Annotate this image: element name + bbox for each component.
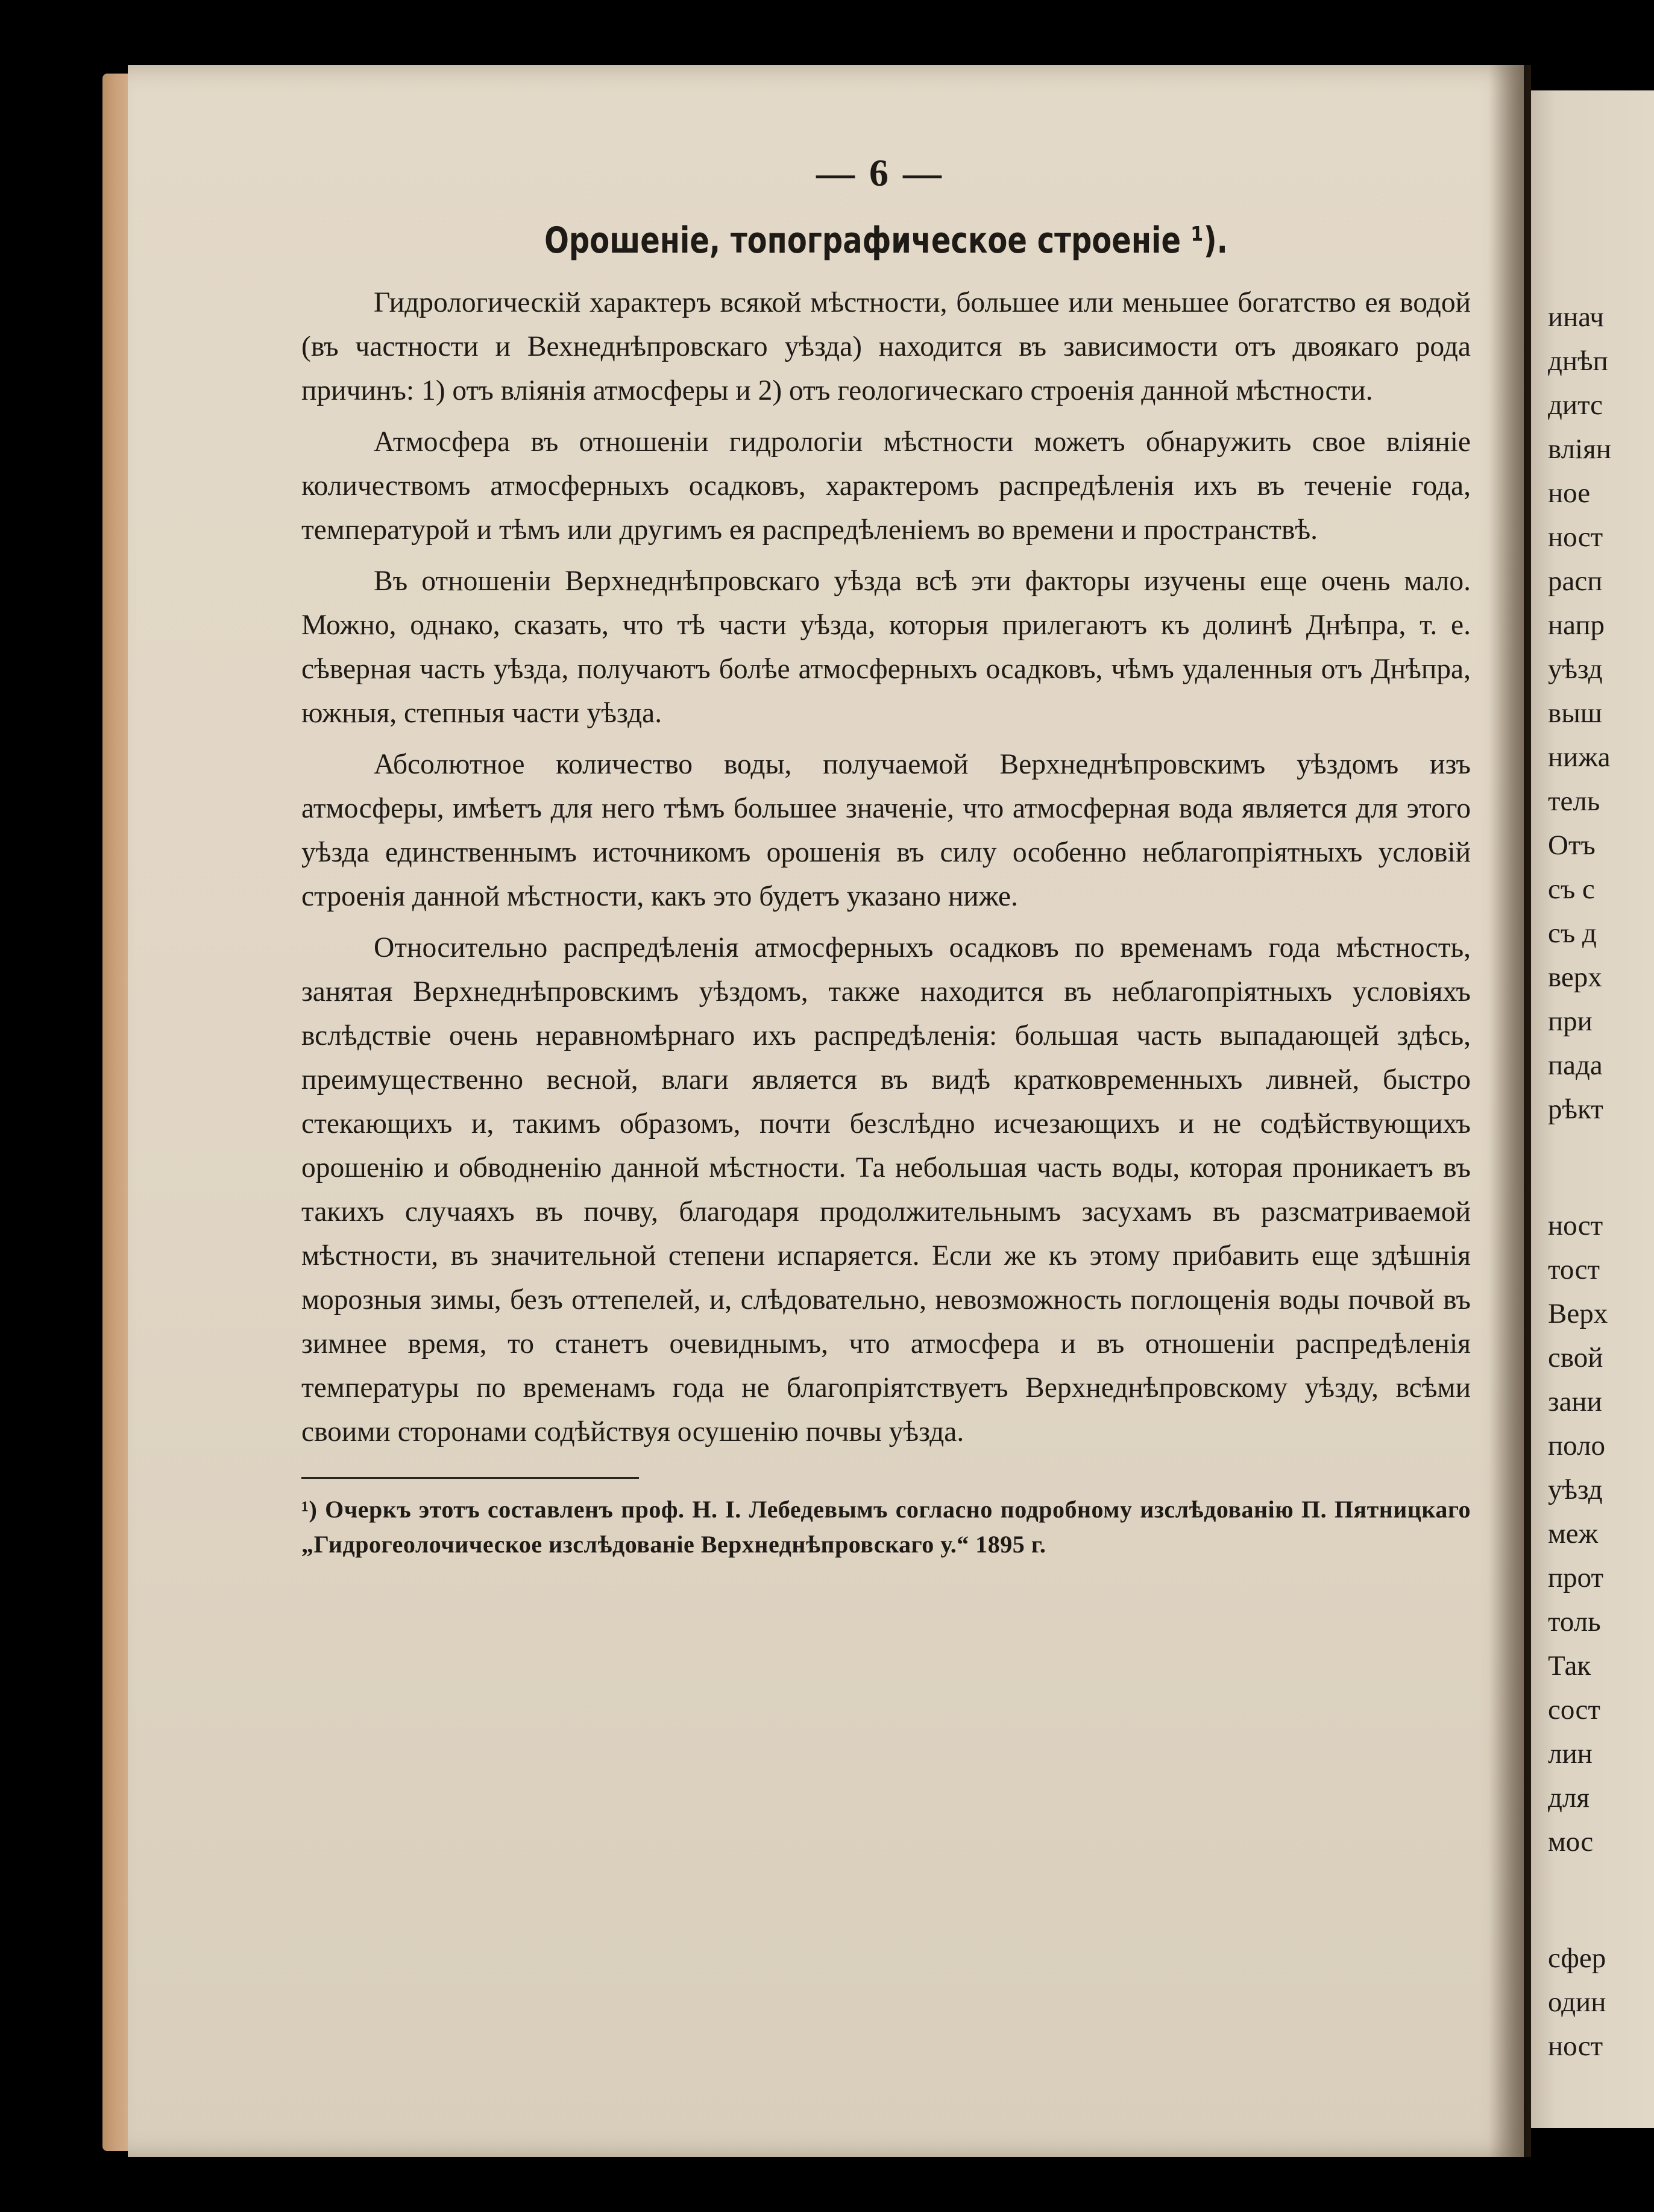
facing-page-line: ност: [1548, 521, 1603, 553]
facing-page-line: уѣзд: [1548, 654, 1603, 685]
facing-page-line: напр: [1548, 610, 1605, 641]
paragraph: Гидрологическій характеръ всякой мѣстности, большее или меньшее богатство ея водой (въ частности и Вехнеднѣпровскаго уѣзда) находится въ зависимости отъ двоякаго рода причинъ: 1) отъ вліянія атмосферы и 2) отъ геологическаго строенія данной мѣстности.: [301, 287, 1471, 406]
facing-page-line: тель: [1548, 786, 1600, 817]
facing-page-text: [1548, 295, 1611, 2069]
facing-page-line: днѣп: [1548, 345, 1608, 377]
footnote: [301, 1492, 1471, 1562]
facing-page-line: съ д: [1548, 918, 1597, 949]
facing-page-line: нижа: [1548, 742, 1611, 773]
paragraph: Атмосфера въ отношеніи гидрологіи мѣстности можетъ обнаружить свое вліяніе количествомъ атмосферныхъ осадковъ, характеромъ распредѣленія ихъ въ теченіе года, температурой и тѣмъ или другимъ ея распредѣленіемъ во времени и пространствѣ.: [301, 426, 1471, 546]
facing-page-line: меж: [1548, 1518, 1599, 1549]
paragraph-gap: [1548, 1864, 1611, 1936]
facing-page-line: дитс: [1548, 389, 1603, 421]
facing-page-line: рѣкт: [1548, 1094, 1603, 1125]
facing-page-line: поло: [1548, 1430, 1605, 1461]
facing-page-line: свой: [1548, 1342, 1603, 1373]
facing-page-line: расп: [1548, 566, 1603, 597]
facing-page-line: Верх: [1548, 1298, 1608, 1329]
facing-page-line: один: [1548, 1987, 1606, 2018]
facing-page-line: толь: [1548, 1606, 1601, 1637]
facing-page-line: сост: [1548, 1694, 1600, 1725]
footnote-text: Очеркъ этотъ составленъ проф. Н. І. Лебедевымъ согласно подробному изслѣдованію П. Пятницкаго „Гидрогеолочическое изслѣдованіе Верхнеднѣпровскаго у.“ 1895 г.: [301, 1496, 1471, 1558]
facing-page-line: инач: [1548, 301, 1604, 333]
facing-page-line: лин: [1548, 1738, 1593, 1769]
facing-page-line: при: [1548, 1006, 1593, 1037]
gutter-shadow: [1489, 65, 1531, 2157]
heading-text: Орошеніе, топографическое строеніе: [544, 219, 1181, 262]
facing-page-line: зани: [1548, 1386, 1602, 1417]
facing-page-line: вліян: [1548, 433, 1611, 465]
facing-page-line: прот: [1548, 1562, 1604, 1593]
facing-page-line: Отъ: [1548, 830, 1596, 861]
facing-page-line: Так: [1548, 1650, 1591, 1681]
paragraph: Абсолютное количество воды, получаемой Верхнеднѣпровскимъ уѣздомъ изъ атмосферы, имѣетъ для него тѣмъ большее значеніе, что атмосферная вода является для этого уѣзда единственнымъ источникомъ орошенія въ силу особенно неблагопріятныхъ условій строенія данной мѣстности, какъ это будетъ указано ниже.: [301, 749, 1471, 912]
facing-page: [1531, 90, 1654, 2128]
facing-page-line: ност: [1548, 2031, 1603, 2062]
heading-footnote-ref: ¹).: [1190, 219, 1228, 262]
facing-page-line: сфер: [1548, 1943, 1606, 1974]
footnote-divider: [301, 1477, 639, 1479]
facing-page-line: съ с: [1548, 874, 1595, 905]
facing-page-line: верх: [1548, 962, 1602, 993]
facing-page-line: уѣзд: [1548, 1474, 1603, 1505]
paragraph-gap: [1548, 1132, 1611, 1204]
page-content: [301, 151, 1471, 1562]
facing-page-line: выш: [1548, 698, 1602, 729]
footnote-marker: ¹): [301, 1496, 318, 1523]
facing-page-line: ност: [1548, 1210, 1603, 1241]
facing-page-line: для: [1548, 1782, 1590, 1813]
paragraph: Въ отношеніи Верхнеднѣпровскаго уѣзда всѣ эти факторы изучены еще очень мало. Можно, однако, сказать, что тѣ части уѣзда, которыя прилегаютъ къ долинѣ Днѣпра, т. е. сѣверная часть уѣзда, получаютъ болѣе атмосферныхъ осадковъ, чѣмъ удаленныя отъ Днѣпра, южныя, степныя части уѣзда.: [301, 566, 1471, 729]
section-heading: [418, 219, 1354, 262]
facing-page-line: пада: [1548, 1050, 1603, 1081]
paragraph: Относительно распредѣленія атмосферныхъ осадковъ по временамъ года мѣстность, занятая Верхнеднѣпровскимъ уѣздомъ, также находится въ неблагопріятныхъ условіяхъ вслѣдствіе очень неравномѣрнаго ихъ распредѣленія: большая часть выпадающей здѣсь, преимущественно весной, влаги является въ видѣ кратковременныхъ ливней, быстро стекающихъ и, такимъ образомъ, почти безслѣдно исчезающихъ и не содѣйствующихъ орошенію и обводненію данной мѣстности. Та небольшая часть воды, которая проникаетъ въ такихъ случаяхъ въ почву, благодаря продолжительнымъ засухамъ въ разсматриваемой мѣстности, въ значительной степени испаряется. Если же къ этому прибавить еще здѣшнія морозныя зимы, безъ оттепелей, и, слѣдовательно, невозможность поглощенія воды почвой въ зимнее время, то станетъ очевиднымъ, что атмосфера и въ отношеніи распредѣленія температуры по временамъ года не благопріятствуетъ Верхнеднѣпровскому уѣзду, всѣми своими сторонами содѣйствуя осушенію почвы уѣзда.: [301, 932, 1471, 1448]
facing-page-line: мос: [1548, 1826, 1594, 1858]
facing-page-line: тост: [1548, 1254, 1600, 1285]
facing-page-line: ное: [1548, 477, 1591, 509]
body-text: [301, 281, 1471, 1454]
page-number: — 6 —: [816, 151, 944, 194]
